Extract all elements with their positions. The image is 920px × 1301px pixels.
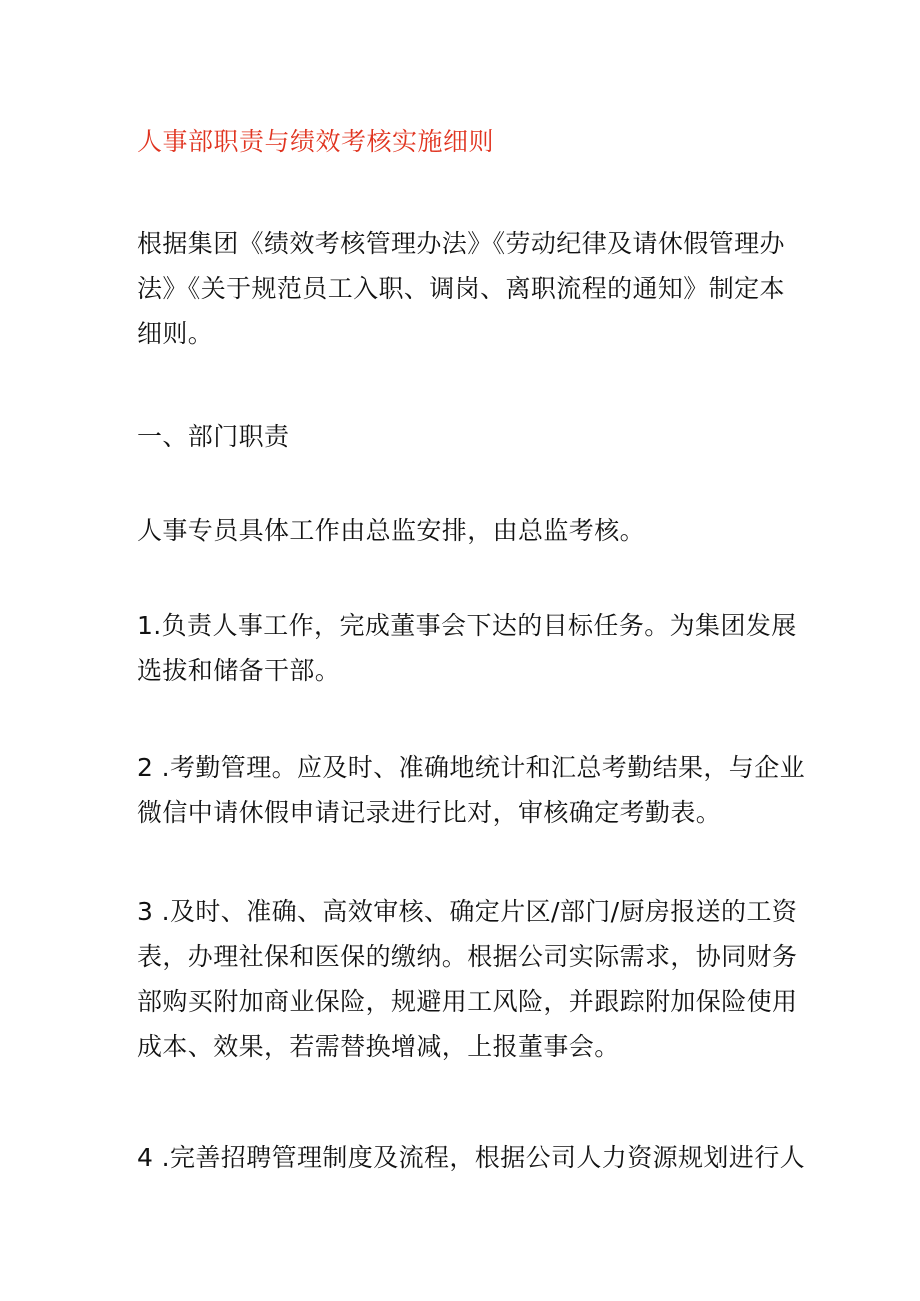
duty-line: 表，办理社保和医保的缴纳。根据公司实际需求，协同财务 — [137, 942, 798, 971]
intro-line: 法》《关于规范员工入职、调岗、离职流程的通知》制定本 — [137, 274, 785, 303]
intro-line: 根据集团《绩效考核管理办法》《劳动纪律及请休假管理办 — [137, 229, 785, 258]
intro-line: 细则。 — [137, 319, 214, 348]
duty-item-4 — [137, 1135, 806, 1180]
intro-paragraph — [137, 221, 787, 356]
duty-line: 微信中请休假申请记录进行比对，审核确定考勤表。 — [137, 798, 722, 827]
duty-line: 4 .完善招聘管理制度及流程，根据公司人力资源规划进行人 — [137, 1143, 806, 1172]
duty-line: 选拔和储备干部。 — [137, 656, 341, 685]
duty-item-2 — [137, 745, 806, 835]
duty-line: 成本、效果，若需替换增减，上报董事会。 — [137, 1032, 620, 1061]
section-heading: 一、部门职责 — [137, 422, 290, 451]
section-lead-paragraph: 人事专员具体工作由总监安排，由总监考核。 — [137, 516, 646, 545]
duty-line: 1.负责人事工作，完成董事会下达的目标任务。为集团发展 — [137, 611, 797, 640]
duty-item-3 — [137, 889, 798, 1069]
document-title: 人事部职责与绩效考核实施细则 — [137, 127, 495, 156]
duty-line: 2 .考勤管理。应及时、准确地统计和汇总考勤结果，与企业 — [137, 753, 806, 782]
duty-item-1 — [137, 603, 797, 693]
duty-line: 3 .及时、准确、高效审核、确定片区/部门/厨房报送的工资 — [137, 897, 798, 926]
duty-line: 部购买附加商业保险，规避用工风险，并跟踪附加保险使用 — [137, 987, 798, 1016]
